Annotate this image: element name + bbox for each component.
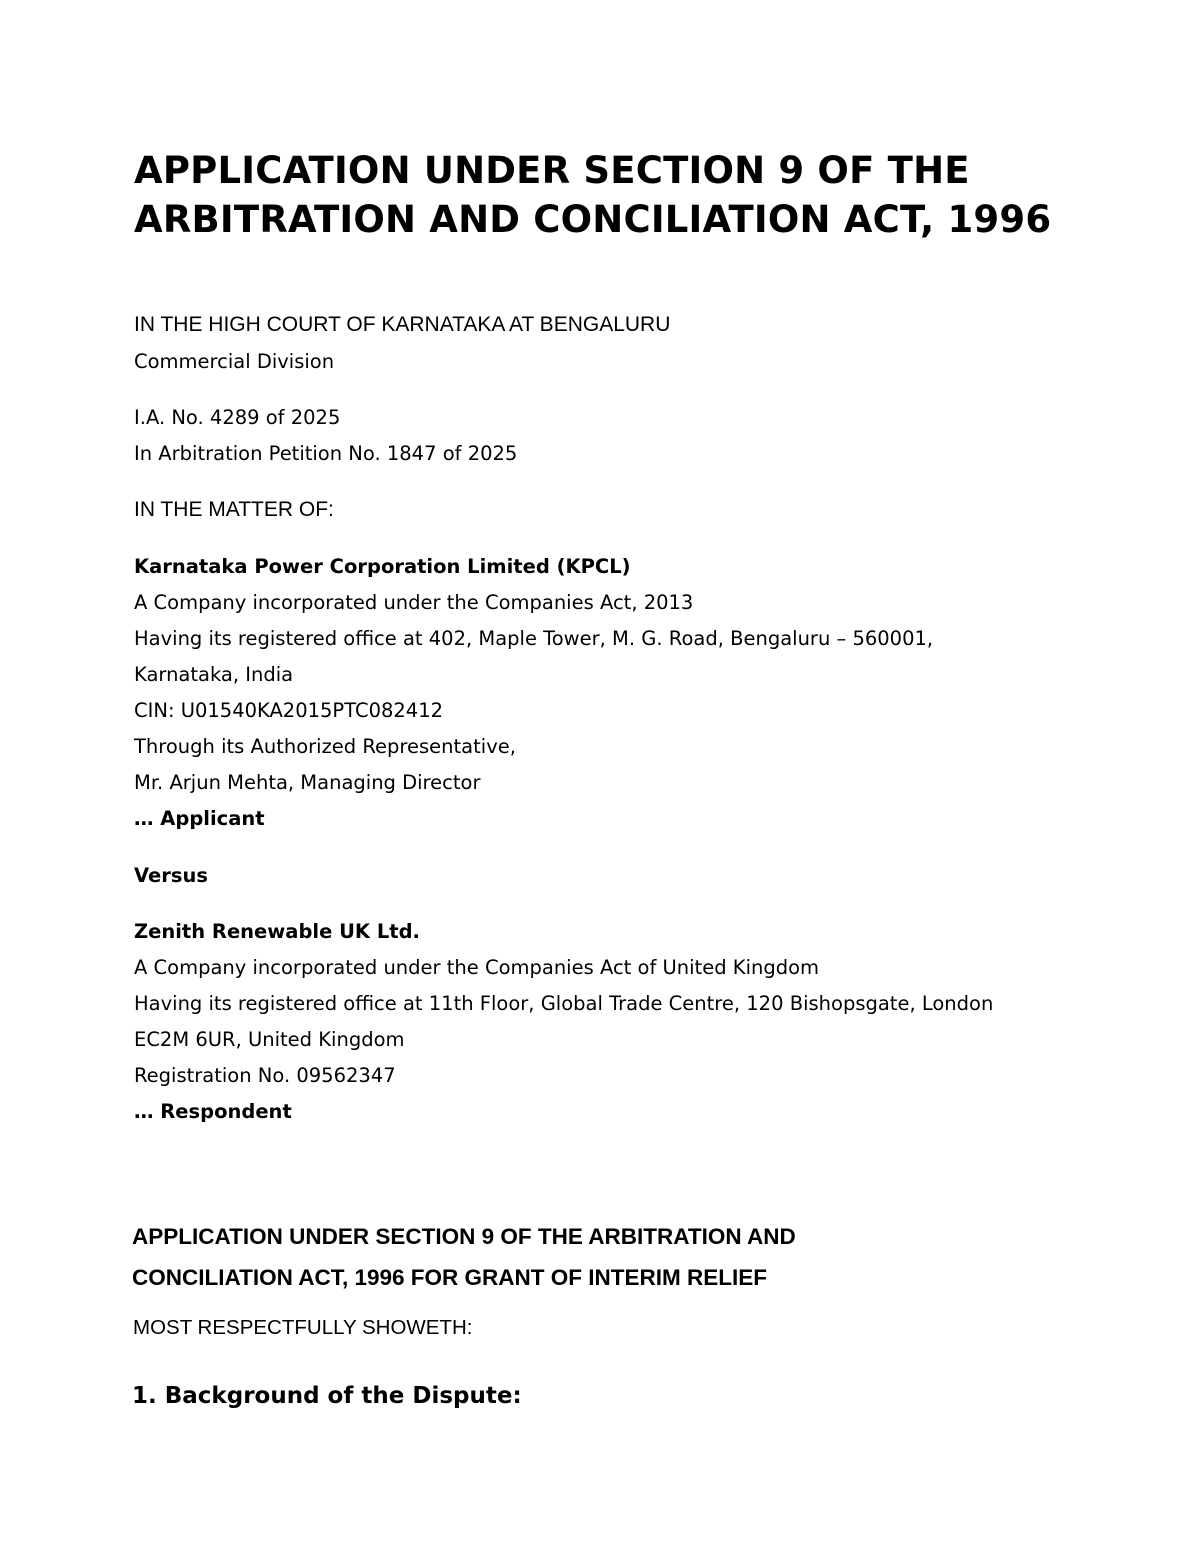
applicant-office-line1: Having its registered office at 402, Maple Tower, M. G. Road, Bengaluru – 560001, [134, 627, 934, 650]
respondent-office-line1: Having its registered office at 11th Floor, Global Trade Centre, 120 Bishopsgate, London [134, 992, 994, 1015]
applicant-representative: Mr. Arjun Mehta, Managing Director [134, 771, 481, 794]
section-heading: 1. Background of the Dispute: [132, 1383, 522, 1409]
application-subtitle-line1: APPLICATION UNDER SECTION 9 OF THE ARBITRATION AND [132, 1224, 796, 1249]
showeth-heading: MOST RESPECTFULLY SHOWETH: [133, 1316, 473, 1339]
respondent-registration: Registration No. 09562347 [134, 1064, 396, 1087]
respondent-office-line2: EC2M 6UR, United Kingdom [134, 1028, 405, 1051]
applicant-role: … Applicant [134, 807, 265, 830]
applicant-incorporation: A Company incorporated under the Companies Act, 2013 [134, 591, 694, 614]
respondent-role: … Respondent [134, 1100, 292, 1123]
applicant-cin: CIN: U01540KA2015PTC082412 [134, 699, 444, 722]
respondent-incorporation: A Company incorporated under the Companies Act of United Kingdom [134, 956, 820, 979]
applicant-office-line2: Karnataka, India [134, 663, 294, 686]
document-title: APPLICATION UNDER SECTION 9 OF THE ARBITRATION AND CONCILIATION ACT, 1996 [134, 149, 1052, 241]
applicant-representative-intro: Through its Authorized Representative, [134, 735, 516, 758]
applicant-name: Karnataka Power Corporation Limited (KPCL) [134, 555, 631, 578]
versus: Versus [134, 864, 208, 887]
court-name: IN THE HIGH COURT OF KARNATAKA AT BENGALURU [134, 313, 671, 336]
respondent-name: Zenith Renewable UK Ltd. [134, 920, 420, 943]
ia-number: I.A. No. 4289 of 2025 [134, 406, 341, 429]
matter-heading: IN THE MATTER OF: [134, 498, 334, 521]
petition-number: In Arbitration Petition No. 1847 of 2025 [134, 442, 518, 465]
division: Commercial Division [134, 350, 335, 373]
application-subtitle-line2: CONCILIATION ACT, 1996 FOR GRANT OF INTERIM RELIEF [132, 1265, 768, 1290]
